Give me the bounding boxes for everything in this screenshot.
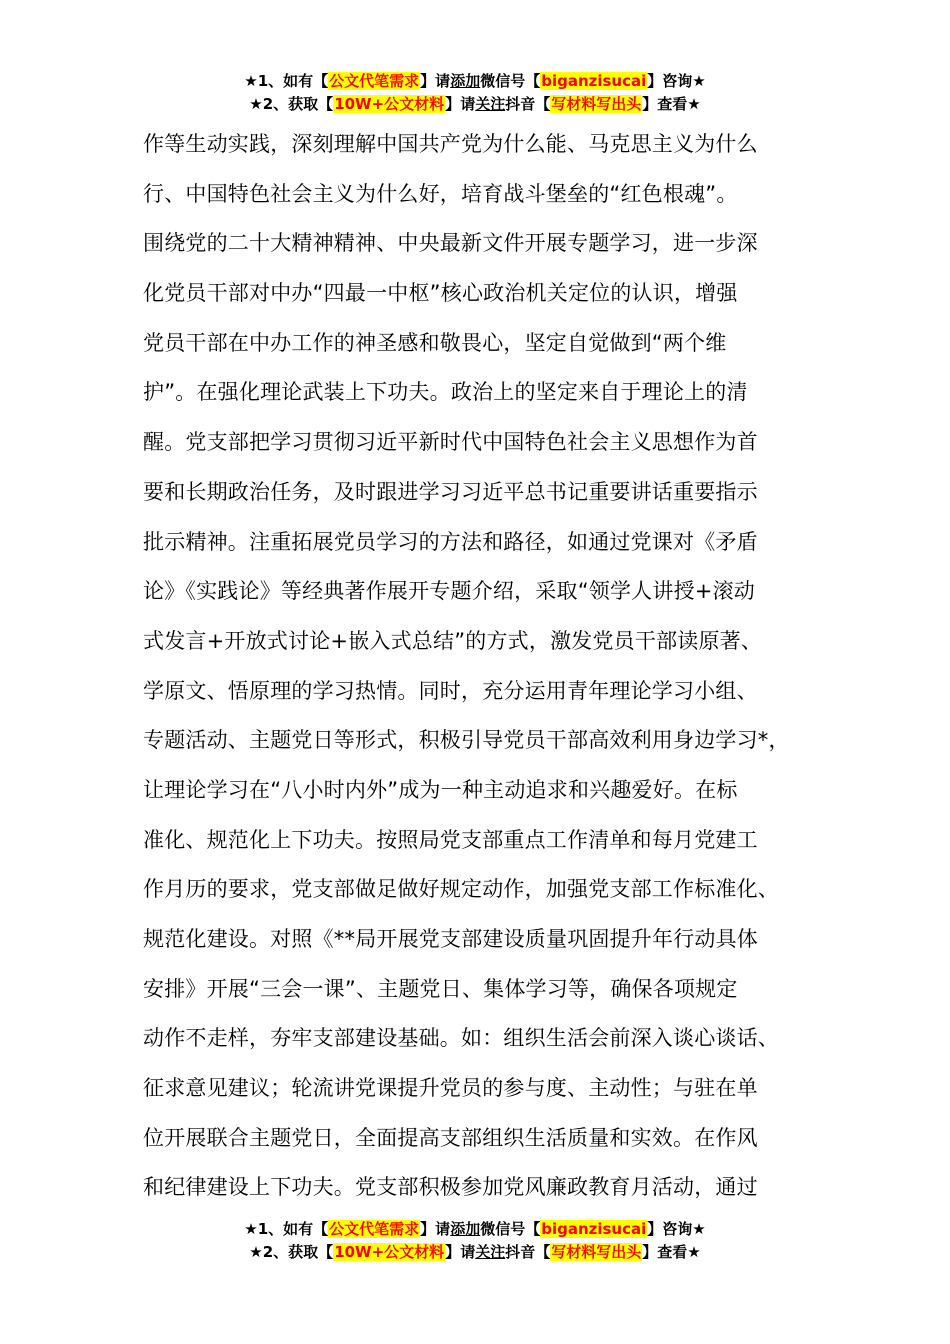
banner-text: 】咨询★ [647,72,706,90]
underlined-add: 添加 [450,72,481,90]
banner-text: 】咨询★ [647,1220,706,1238]
body-line: 论》《实践论》等经典著作展开专题介绍，采取“领学人讲授+滚动 [143,579,755,604]
highlight-materials: 10W+公文材料 [334,1243,445,1261]
body-line: 作等生动实践，深刻理解中国共产党为什么能、马克思主义为什么 [143,132,758,156]
body-line: 位开展联合主题党日，全面提高支部组织生活质量和实效。在作风 [143,1125,758,1150]
body-line: 式发言+开放式讨论+嵌入式总结”的方式，激发党员干部读原著、 [143,628,763,653]
footer-line-1 [0,1218,950,1241]
highlight-wechat-id: biganzisucai [541,72,647,90]
banner-text: ★2、获取【 [249,1243,334,1261]
banner-text: 】请 [445,95,476,113]
body-line: 准化、规范化上下功夫。按照局党支部重点工作清单和每月党建工 [143,827,758,852]
banner-text: 】请 [420,72,451,90]
body-line: 化党员干部对中办“四最一中枢”核心政治机关定位的认识，增强 [143,281,738,306]
highlight-douyin-account: 写材料写出头 [551,1243,642,1261]
highlight-douyin-account: 写材料写出头 [551,95,642,113]
underlined-follow: 关注 [475,1243,506,1261]
banner-text: 】请 [420,1220,451,1238]
body-line: 围绕党的二十大精神精神、中央最新文件开展专题学习，进一步深 [143,231,758,256]
banner-text: 】请 [445,1243,476,1261]
document-body [143,120,823,1213]
body-line: 护”。在强化理论武装上下功夫。政治上的坚定来自于理论上的清 [143,380,748,405]
banner-text: ★1、如有【 [244,72,329,90]
header-banner [0,70,950,116]
underlined-add: 添加 [450,1220,481,1238]
body-line: 让理论学习在“八小时内外”成为一种主动追求和兴趣爱好。在标 [143,777,738,802]
body-line: 行、中国特色社会主义为什么好，培育战斗堡垒的“红色根魂”。 [143,181,738,206]
body-line: 规范化建设。对照《**局开展党支部建设质量巩固提升年行动具体 [143,927,758,951]
banner-text: 】查看★ [642,1243,701,1261]
banner-text: 】查看★ [642,95,701,113]
body-line: 学原文、悟原理的学习热情。同时，充分运用青年理论学习小组、 [143,678,758,703]
footer-line-2 [0,1241,950,1264]
highlight-ghostwriting: 公文代笔需求 [329,72,420,90]
header-line-2 [0,93,950,116]
body-line: 要和长期政治任务，及时跟进学习习近平总书记重要讲话重要指示 [143,479,758,504]
banner-text: ★2、获取【 [249,95,334,113]
banner-text: 微信号【 [480,72,541,90]
body-line: 安排》开展“三会一课”、主题党日、集体学习等，确保各项规定 [143,976,738,1001]
header-line-1 [0,70,950,93]
body-line: 醒。党支部把学习贯彻习近平新时代中国特色社会主义思想作为首 [143,430,758,455]
highlight-ghostwriting: 公文代笔需求 [329,1220,420,1238]
banner-text: 抖音【 [505,95,551,113]
body-line: 和纪律建设上下功夫。党支部积极参加党风廉政教育月活动，通过 [143,1175,758,1200]
banner-text: 抖音【 [505,1243,551,1261]
body-line: 党员干部在中办工作的神圣感和敬畏心，坚定自觉做到“两个维 [143,330,727,355]
body-line: 专题活动、主题党日等形式，积极引导党员干部高效利用身边学习*， [143,728,790,753]
body-line: 作月历的要求，党支部做足做好规定动作，加强党支部工作标准化、 [143,877,779,902]
footer-banner [0,1218,950,1264]
banner-text: ★1、如有【 [244,1220,329,1238]
body-line: 批示精神。注重拓展党员学习的方法和路径，如通过党课对《矛盾 [143,529,758,554]
body-line: 征求意见建议；轮流讲党课提升党员的参与度、主动性；与驻在单 [143,1076,758,1101]
highlight-wechat-id: biganzisucai [541,1220,647,1238]
underlined-follow: 关注 [475,95,506,113]
banner-text: 微信号【 [480,1220,541,1238]
highlight-materials: 10W+公文材料 [334,95,445,113]
body-line: 动作不走样，夯牢支部建设基础。如：组织生活会前深入谈心谈话、 [143,1026,779,1051]
